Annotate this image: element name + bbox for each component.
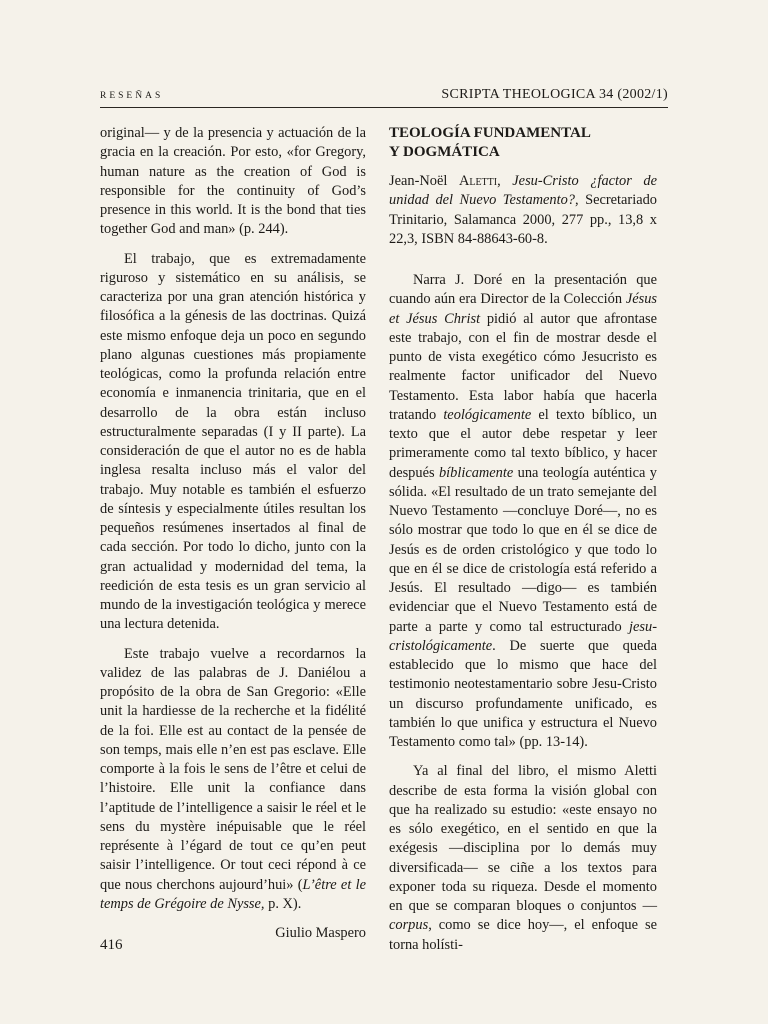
book-title: Jesu-Cristo ¿factor de unidad del Nuevo Testamento? xyxy=(389,173,657,209)
publication-details: , Secretariado Trinitario, Salamanca 2000, 277 pp., 13,8 x 22,3, ISBN 84-88643-60-8. xyxy=(389,192,657,247)
paragraph: Ya al final del libro, el mismo Aletti describe de esta forma la visión global con que ha realizado su estudio: «este ensayo no es sólo exegético, en el sentido en que la exégesis —disciplina por lo demás muy diversificada— se ciñe a los textos para exponer toda su riqueza. Desde el momento en que se comparan bloques o conjuntos —corpus, como se dice hoy—, el enfoque se torna holísti- xyxy=(389,763,657,953)
paragraph-text: p. X). xyxy=(264,895,302,912)
paragraph: Narra J. Doré en la presentación que cuando aún era Director de la Colección Jésus et Jésus Christ pidió al autor que afrontase este trabajo, con el fin de mostrar desde el punto de vista exegético cómo Jesucristo es realmente factor unificador del Nuevo Testamento. Esta labor había que hacerla tratando teológicamente el texto bíblico, un texto que el autor debe respetar y leer primeramente como tal texto bíblico, y hacer después bíblicamente una teología auténtica y sólida. «El resultado de un trato semejante del Nuevo Testamento —concluye Doré—, no es sólo mostrar que todo lo que en él se dice de Jesús es de orden cristológico y que todo lo que en él se dice de cristología está referido a Jesús. El resultado —digo— es también evidenciar que el Nuevo Testamento está de parte a parte y como tal estructurado jesu-cristológicamente. De suerte que queda establecido que lo mismo que hace del testimonio neotestamentario sobre Jesu-Cristo un discurso profundamente unificado, es también lo que unifica y estructura el Nuevo Testamento como tal» (pp. 13-14). xyxy=(389,272,657,750)
header-rule xyxy=(100,107,668,108)
book-title: L’être et le temps de Grégoire de Nysse, xyxy=(100,876,366,912)
left-column xyxy=(100,124,366,943)
book-citation: Jean-Noël Aletti, Jesu-Cristo ¿factor de unidad del Nuevo Testamento?, Secretariado Trinitario, Salamanca 2000, 277 pp., 13,8 x 22,3, ISBN 84-88643-60-8. xyxy=(389,173,657,247)
author-last-name: Aletti xyxy=(458,173,498,189)
paragraph-text: Este trabajo vuelve a recordarnos la validez de las palabras de J. Daniélou a propósito de la obra de San Gregorio: «Elle unit la hardiesse de la recherche et la fidélité de la foi. Elle est au contact de la pensée de son temps, mais elle n’en est pas esclave. Elle comporte à la fois le sens de l’être et celui de l’histoire. Elle unit la confiance dans l’aptitude de l’intelligence a saisir le réel et le sens du mystère inépuisable que le réel représente à l’égard de tout ce qu’en peut saisir l’intelligence. Or tout ceci répond à ce que nous cherchons aujourd’hui» ( xyxy=(100,645,366,893)
section-title: TEOLOGÍA FUNDAMENTAL Y DOGMÁTICA xyxy=(389,125,591,160)
paragraph xyxy=(100,645,366,915)
running-header-section: RESEÑAS xyxy=(100,91,164,101)
paragraph: El trabajo, que es extremadamente riguroso y sistemático en su análisis, se caracteriza por una gran atención histórica y filosófica a la génesis de las doctrinas. Quizá este mismo enfoque deja un poco en segundo plano algunas cuestiones más propiamente teológicas, como la profunda relación entre economía e inmanencia trinitaria, que en el desarrollo de la obra están incluso estructuralmente separadas (I y II parte). La consideración de que el autor no es de habla inglesa resalta incluso más el valor del trabajo. Muy notable es también el esfuerzo de síntesis y especialmente útiles resultan los pequeños resúmenes insertados al final de cada sección. Por todo lo dicho, junto con la gran actualidad y modernidad del tema, la reedición de esta tesis es un gran servicio al mundo de la investigación teológica y merece una lectura detenida. xyxy=(100,250,366,633)
reviewer-signature: Giulio Maspero xyxy=(275,925,366,941)
paragraph: original— y de la presencia y actuación de la gracia en la creación. Por esto, «for Gregory, human nature as the creation of God is responsible for the continuity of God’s presence in this world. It is the bond that ties together God and man» (p. 244). xyxy=(100,125,366,238)
page-number: 416 xyxy=(100,937,123,953)
right-column xyxy=(389,124,657,955)
running-header-journal: SCRIPTA THEOLOGICA 34 (2002/1) xyxy=(441,87,668,102)
author-first-name: Jean-Noël xyxy=(389,173,459,189)
